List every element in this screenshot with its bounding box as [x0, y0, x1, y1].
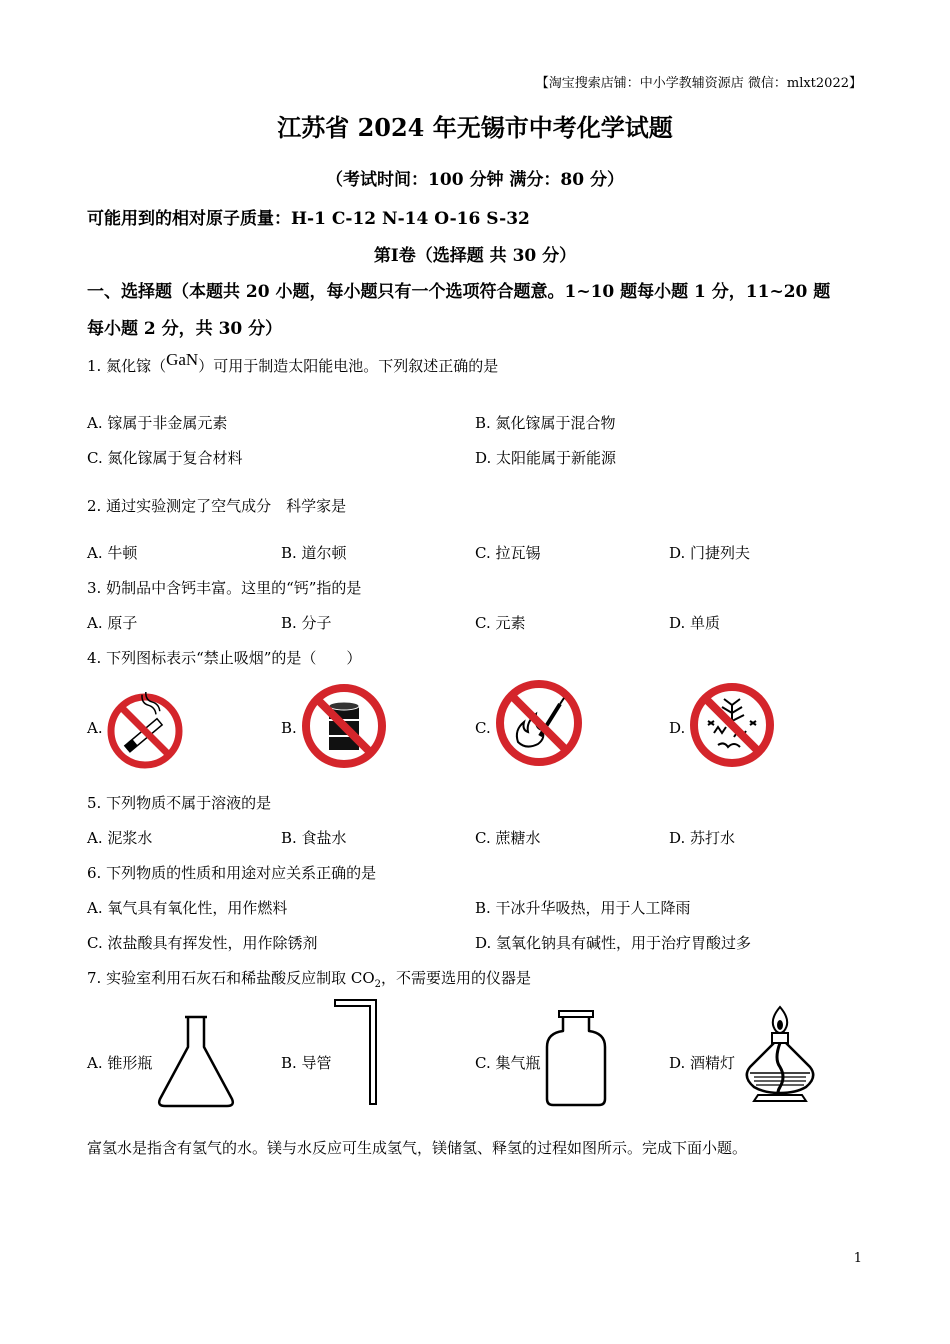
- q1-option-b[interactable]: B. 氮化镓属于混合物: [475, 414, 616, 432]
- q6-option-a[interactable]: A. 氧气具有氧化性，用作燃料: [87, 899, 288, 917]
- q7-option-d[interactable]: D. 酒精灯: [669, 1054, 736, 1072]
- q5-option-c[interactable]: C. 蔗糖水: [475, 829, 541, 847]
- question-6-stem: 6. 下列物质的性质和用途对应关系正确的是: [87, 864, 377, 882]
- q1-option-c[interactable]: C. 氮化镓属于复合材料: [87, 449, 243, 467]
- question-1-stem: 1. 氮化镓（GaN）可用于制造太阳能电池。下列叙述正确的是: [87, 350, 499, 375]
- q7-option-b[interactable]: B. 导管: [281, 1054, 332, 1072]
- delivery-tube-icon[interactable]: [332, 996, 382, 1108]
- q5-option-d[interactable]: D. 苏打水: [669, 829, 736, 847]
- q2-option-b[interactable]: B. 道尔顿: [281, 544, 347, 562]
- formula-gan: GaN: [166, 350, 199, 369]
- no-fireworks-sign-icon[interactable]: [688, 681, 776, 769]
- no-barrel-sign-icon[interactable]: [300, 682, 388, 770]
- q6-option-c[interactable]: C. 浓盐酸具有挥发性，用作除锈剂: [87, 934, 318, 952]
- alcohol-lamp-icon[interactable]: [740, 1003, 826, 1107]
- header-note: 【淘宝搜索店铺：中小学教辅资源店 微信：mlxt2022】: [535, 76, 862, 91]
- q4-option-d[interactable]: D.: [669, 719, 686, 737]
- q3-option-b[interactable]: B. 分子: [281, 614, 332, 632]
- section-heading-line2: 每小题 2 分，共 30 分）: [87, 319, 283, 339]
- q7-option-a[interactable]: A. 锥形瓶: [87, 1054, 153, 1072]
- q2-option-d[interactable]: D. 门捷列夫: [669, 544, 751, 562]
- q6-option-d[interactable]: D. 氢氧化钠具有碱性，用于治疗胃酸过多: [475, 934, 752, 952]
- question-7-stem: 7. 实验室利用石灰石和稀盐酸反应制取 $CO_2$，不需要选用的仪器是: [87, 969, 532, 990]
- part-title: 第Ⅰ卷（选择题 共 30 分）: [373, 246, 577, 266]
- q1-option-a[interactable]: A. 镓属于非金属元素: [87, 414, 228, 432]
- passage-text: 富氢水是指含有氢气的水。镁与水反应可生成氢气，镁储氢、释氢的过程如图所示。完成下面小题。: [87, 1139, 748, 1157]
- q1-option-d[interactable]: D. 太阳能属于新能源: [475, 449, 617, 467]
- q4-option-c[interactable]: C.: [475, 719, 491, 737]
- page-number: 1: [853, 1251, 862, 1266]
- question-2-stem: 2. 通过实验测定了空气成分 科学家是: [87, 497, 347, 515]
- q2-option-a[interactable]: A. 牛顿: [87, 544, 138, 562]
- q7-option-c[interactable]: C. 集气瓶: [475, 1054, 541, 1072]
- section-heading-line1: 一、选择题（本题共 20 小题，每小题只有一个选项符合题意。1~10 题每小题 1 分，11~20 题: [87, 282, 831, 302]
- q2-option-c[interactable]: C. 拉瓦锡: [475, 544, 541, 562]
- q3-option-c[interactable]: C. 元素: [475, 614, 526, 632]
- gas-collecting-bottle-icon[interactable]: [543, 1008, 609, 1108]
- q5-option-b[interactable]: B. 食盐水: [281, 829, 347, 847]
- q4-option-b[interactable]: B.: [281, 719, 297, 737]
- page-title: 江苏省 2024 年无锡市中考化学试题: [277, 113, 673, 142]
- no-smoking-sign-icon[interactable]: [106, 692, 184, 770]
- q5-option-a[interactable]: A. 泥浆水: [87, 829, 153, 847]
- erlenmeyer-flask-icon[interactable]: [155, 1013, 237, 1109]
- question-4-stem: 4. 下列图标表示“禁止吸烟”的是（ ）: [87, 649, 362, 667]
- q3-option-a[interactable]: A. 原子: [87, 614, 138, 632]
- question-5-stem: 5. 下列物质不属于溶液的是: [87, 794, 272, 812]
- exam-info: （考试时间：100 分钟 满分：80 分）: [326, 170, 624, 190]
- atomic-masses: 可能用到的相对原子质量：H-1 C-12 N-14 O-16 S-32: [87, 209, 530, 229]
- question-3-stem: 3. 奶制品中含钙丰富。这里的“钙”指的是: [87, 579, 362, 597]
- q4-option-a[interactable]: A.: [87, 719, 103, 737]
- no-open-flame-sign-icon[interactable]: [494, 678, 584, 768]
- q6-option-b[interactable]: B. 干冰升华吸热，用于人工降雨: [475, 899, 691, 917]
- q3-option-d[interactable]: D. 单质: [669, 614, 721, 632]
